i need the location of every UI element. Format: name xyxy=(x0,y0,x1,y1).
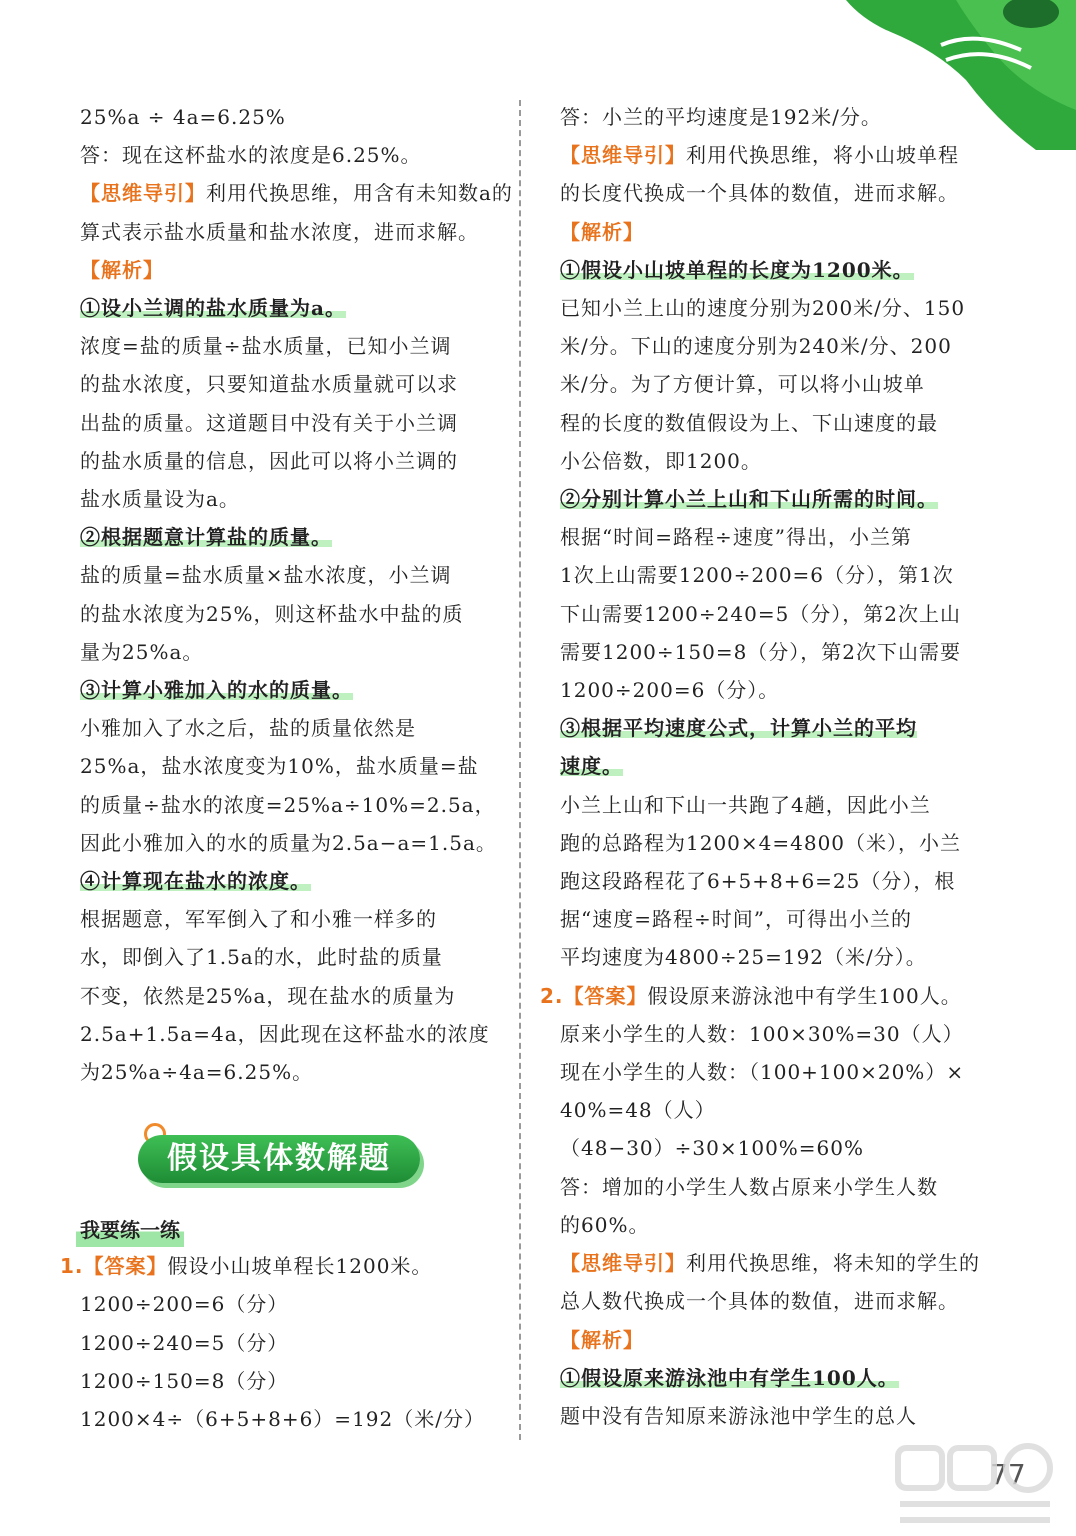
text-line: 盐水质量设为a。 xyxy=(80,487,240,512)
calc-line: 1200÷200=6（分） xyxy=(80,1292,289,1317)
calc-line: 1200÷150=8（分） xyxy=(80,1368,289,1393)
calc-line: 1200×4÷（6+5+8+6）=192（米/分） xyxy=(80,1407,485,1432)
text-line: 盐的质量=盐水质量×盐水浓度，小兰调 xyxy=(80,563,452,588)
text-line: 跑这段路程花了6+5+8+6=25（分），根 xyxy=(560,869,956,894)
guide-line xyxy=(560,1244,985,1282)
text-line: 根据“时间=路程÷速度”得出，小兰第 xyxy=(560,525,912,550)
text-line: 答：现在这杯盐水的浓度是6.25%。 xyxy=(80,143,422,168)
guide-text: 利用代换思维，用含有未知数a的 xyxy=(206,181,513,206)
text-line: 不变，依然是25%a，现在盐水的质量为 xyxy=(80,983,456,1008)
text-line: 的60%。 xyxy=(560,1212,650,1237)
step-3-title-cont: 速度。 xyxy=(560,754,623,779)
text-line: 下山需要1200÷240=5（分），第2次上山 xyxy=(560,601,962,626)
question-number: 1. xyxy=(60,1254,84,1279)
guide-line xyxy=(560,136,985,174)
text-line: 的盐水浓度，只要知道盐水质量就可以求 xyxy=(80,372,458,397)
step-heading xyxy=(80,518,505,556)
step-3-title: ③计算小雅加入的水的质量。 xyxy=(80,678,353,703)
text-line: 小兰上山和下山一共跑了4趟，因此小兰 xyxy=(560,792,931,817)
analysis-tag: 【解析】 xyxy=(560,219,644,244)
step-heading xyxy=(560,480,985,518)
step-1-title: ①设小兰调的盐水质量为a。 xyxy=(80,296,346,321)
text-line: 1次上山需要1200÷200=6（分），第1次 xyxy=(560,563,954,588)
text-line: 的质量÷盐水的浓度=25%a÷10%=2.5a， xyxy=(80,792,496,817)
text-line: 答：增加的小学生人数占原来小学生人数 xyxy=(560,1174,938,1199)
text-line: 米/分。为了方便计算，可以将小山坡单 xyxy=(560,372,925,397)
question-number: 2. xyxy=(540,983,564,1008)
guide-text: 利用代换思维，将小山坡单程 xyxy=(686,143,959,168)
text-line: 算式表示盐水质量和盐水浓度，进而求解。 xyxy=(80,219,479,244)
text-line: 40%=48（人） xyxy=(560,1098,716,1123)
column-divider xyxy=(519,100,521,1440)
step-1-title: ①假设原来游泳池中有学生100人。 xyxy=(560,1365,899,1390)
step-heading xyxy=(560,747,985,785)
text-line: 总人数代换成一个具体的数值，进而求解。 xyxy=(560,1289,959,1314)
analysis-heading xyxy=(560,213,985,251)
step-heading xyxy=(80,862,505,900)
text-line: 原来小学生的人数：100×30%=30（人） xyxy=(560,1021,964,1046)
step-heading xyxy=(560,709,985,747)
text-line: 的长度代换成一个具体的数值，进而求解。 xyxy=(560,181,959,206)
text-line: 已知小兰上山的速度分别为200米/分、150 xyxy=(560,296,966,321)
text-line: 现在小学生的人数：（100+100×20%）× xyxy=(560,1060,965,1085)
text-line: 跑的总路程为1200×4=4800（米），小兰 xyxy=(560,830,962,855)
answer-tag: 【答案】 xyxy=(563,983,648,1008)
left-column xyxy=(60,98,513,1438)
analysis-heading xyxy=(80,251,505,289)
text-line: 为25%a÷4a=6.25%。 xyxy=(80,1060,314,1085)
guide-tag: 【思维导引】 xyxy=(80,181,206,206)
answer-tag: 【答案】 xyxy=(83,1254,168,1279)
step-4-title: ④计算现在盐水的浓度。 xyxy=(80,869,311,894)
section-header xyxy=(80,1117,505,1207)
text-line: 米/分。下山的速度分别为240米/分、200 xyxy=(560,334,952,359)
text-line: 1200÷200=6（分）。 xyxy=(560,678,780,703)
step-heading xyxy=(80,671,505,709)
text-line: 的盐水质量的信息，因此可以将小兰调的 xyxy=(80,448,458,473)
text-line: 程的长度的数值假设为上、下山速度的最 xyxy=(560,410,938,435)
practice-label-row xyxy=(80,1213,505,1247)
question-2 xyxy=(540,977,985,1015)
guide-text: 利用代换思维，将未知的学生的 xyxy=(686,1251,980,1276)
step-2-title: ②根据题意计算盐的质量。 xyxy=(80,525,332,550)
analysis-tag: 【解析】 xyxy=(560,1327,644,1352)
text-line: 根据题意，军军倒入了和小雅一样多的 xyxy=(80,907,437,932)
calc-line: 1200÷240=5（分） xyxy=(80,1330,289,1355)
text-line: 小雅加入了水之后，盐的质量依然是 xyxy=(80,716,416,741)
analysis-tag: 【解析】 xyxy=(80,257,164,282)
question-1-text: 假设小山坡单程长1200米。 xyxy=(167,1254,433,1279)
text-line: 据“速度=路程÷时间”，可得出小兰的 xyxy=(560,907,912,932)
step-heading xyxy=(560,251,985,289)
page-number: 77 xyxy=(990,1458,1026,1491)
analysis-heading xyxy=(560,1321,985,1359)
text-line: 25%a，盐水浓度变为10%，盐水质量=盐 xyxy=(80,754,479,779)
practice-label: 我要练一练 xyxy=(76,1213,184,1247)
text-line: 量为25%a。 xyxy=(80,639,204,664)
question-1 xyxy=(60,1247,505,1285)
text-line: 水，即倒入了1.5a的水，此时盐的质量 xyxy=(80,945,443,970)
question-2-text: 假设原来游泳池中有学生100人。 xyxy=(647,983,962,1008)
answer-line: 答：小兰的平均速度是192米/分。 xyxy=(560,105,882,129)
text-line: 出盐的质量。这道题目中没有关于小兰调 xyxy=(80,410,458,435)
step-heading xyxy=(80,289,505,327)
guide-tag: 【思维导引】 xyxy=(560,143,686,168)
text-line: 浓度=盐的质量÷盐水质量，已知小兰调 xyxy=(80,334,452,359)
guide-tag: 【思维导引】 xyxy=(560,1251,686,1276)
watermark-logo xyxy=(888,1440,1068,1532)
text-line: 因此小雅加入的水的质量为2.5a−a=1.5a。 xyxy=(80,830,497,855)
text-line: 题中没有告知原来游泳池中学生的总人 xyxy=(560,1403,917,1428)
text-line: 的盐水浓度为25%，则这杯盐水中盐的质 xyxy=(80,601,464,626)
text-line: 小公倍数，即1200。 xyxy=(560,448,762,473)
step-3-title: ③根据平均速度公式，计算小兰的平均 xyxy=(560,716,917,741)
section-title: 假设具体数解题 xyxy=(138,1135,420,1183)
step-1-title: ①假设小山坡单程的长度为1200米。 xyxy=(560,257,914,282)
step-2-title: ②分别计算小兰上山和下山所需的时间。 xyxy=(560,487,938,512)
text-line: 平均速度为4800÷25=192（米/分）。 xyxy=(560,945,927,970)
text-line: 25%a ÷ 4a=6.25% xyxy=(80,105,286,129)
right-column xyxy=(540,98,985,1435)
text-line: 需要1200÷150=8（分），第2次下山需要 xyxy=(560,639,962,664)
text-line: （48−30）÷30×100%=60% xyxy=(560,1136,865,1161)
text-line: 2.5a+1.5a=4a，因此现在这杯盐水的浓度 xyxy=(80,1021,490,1046)
guide-line xyxy=(80,174,513,212)
step-heading xyxy=(560,1359,985,1397)
